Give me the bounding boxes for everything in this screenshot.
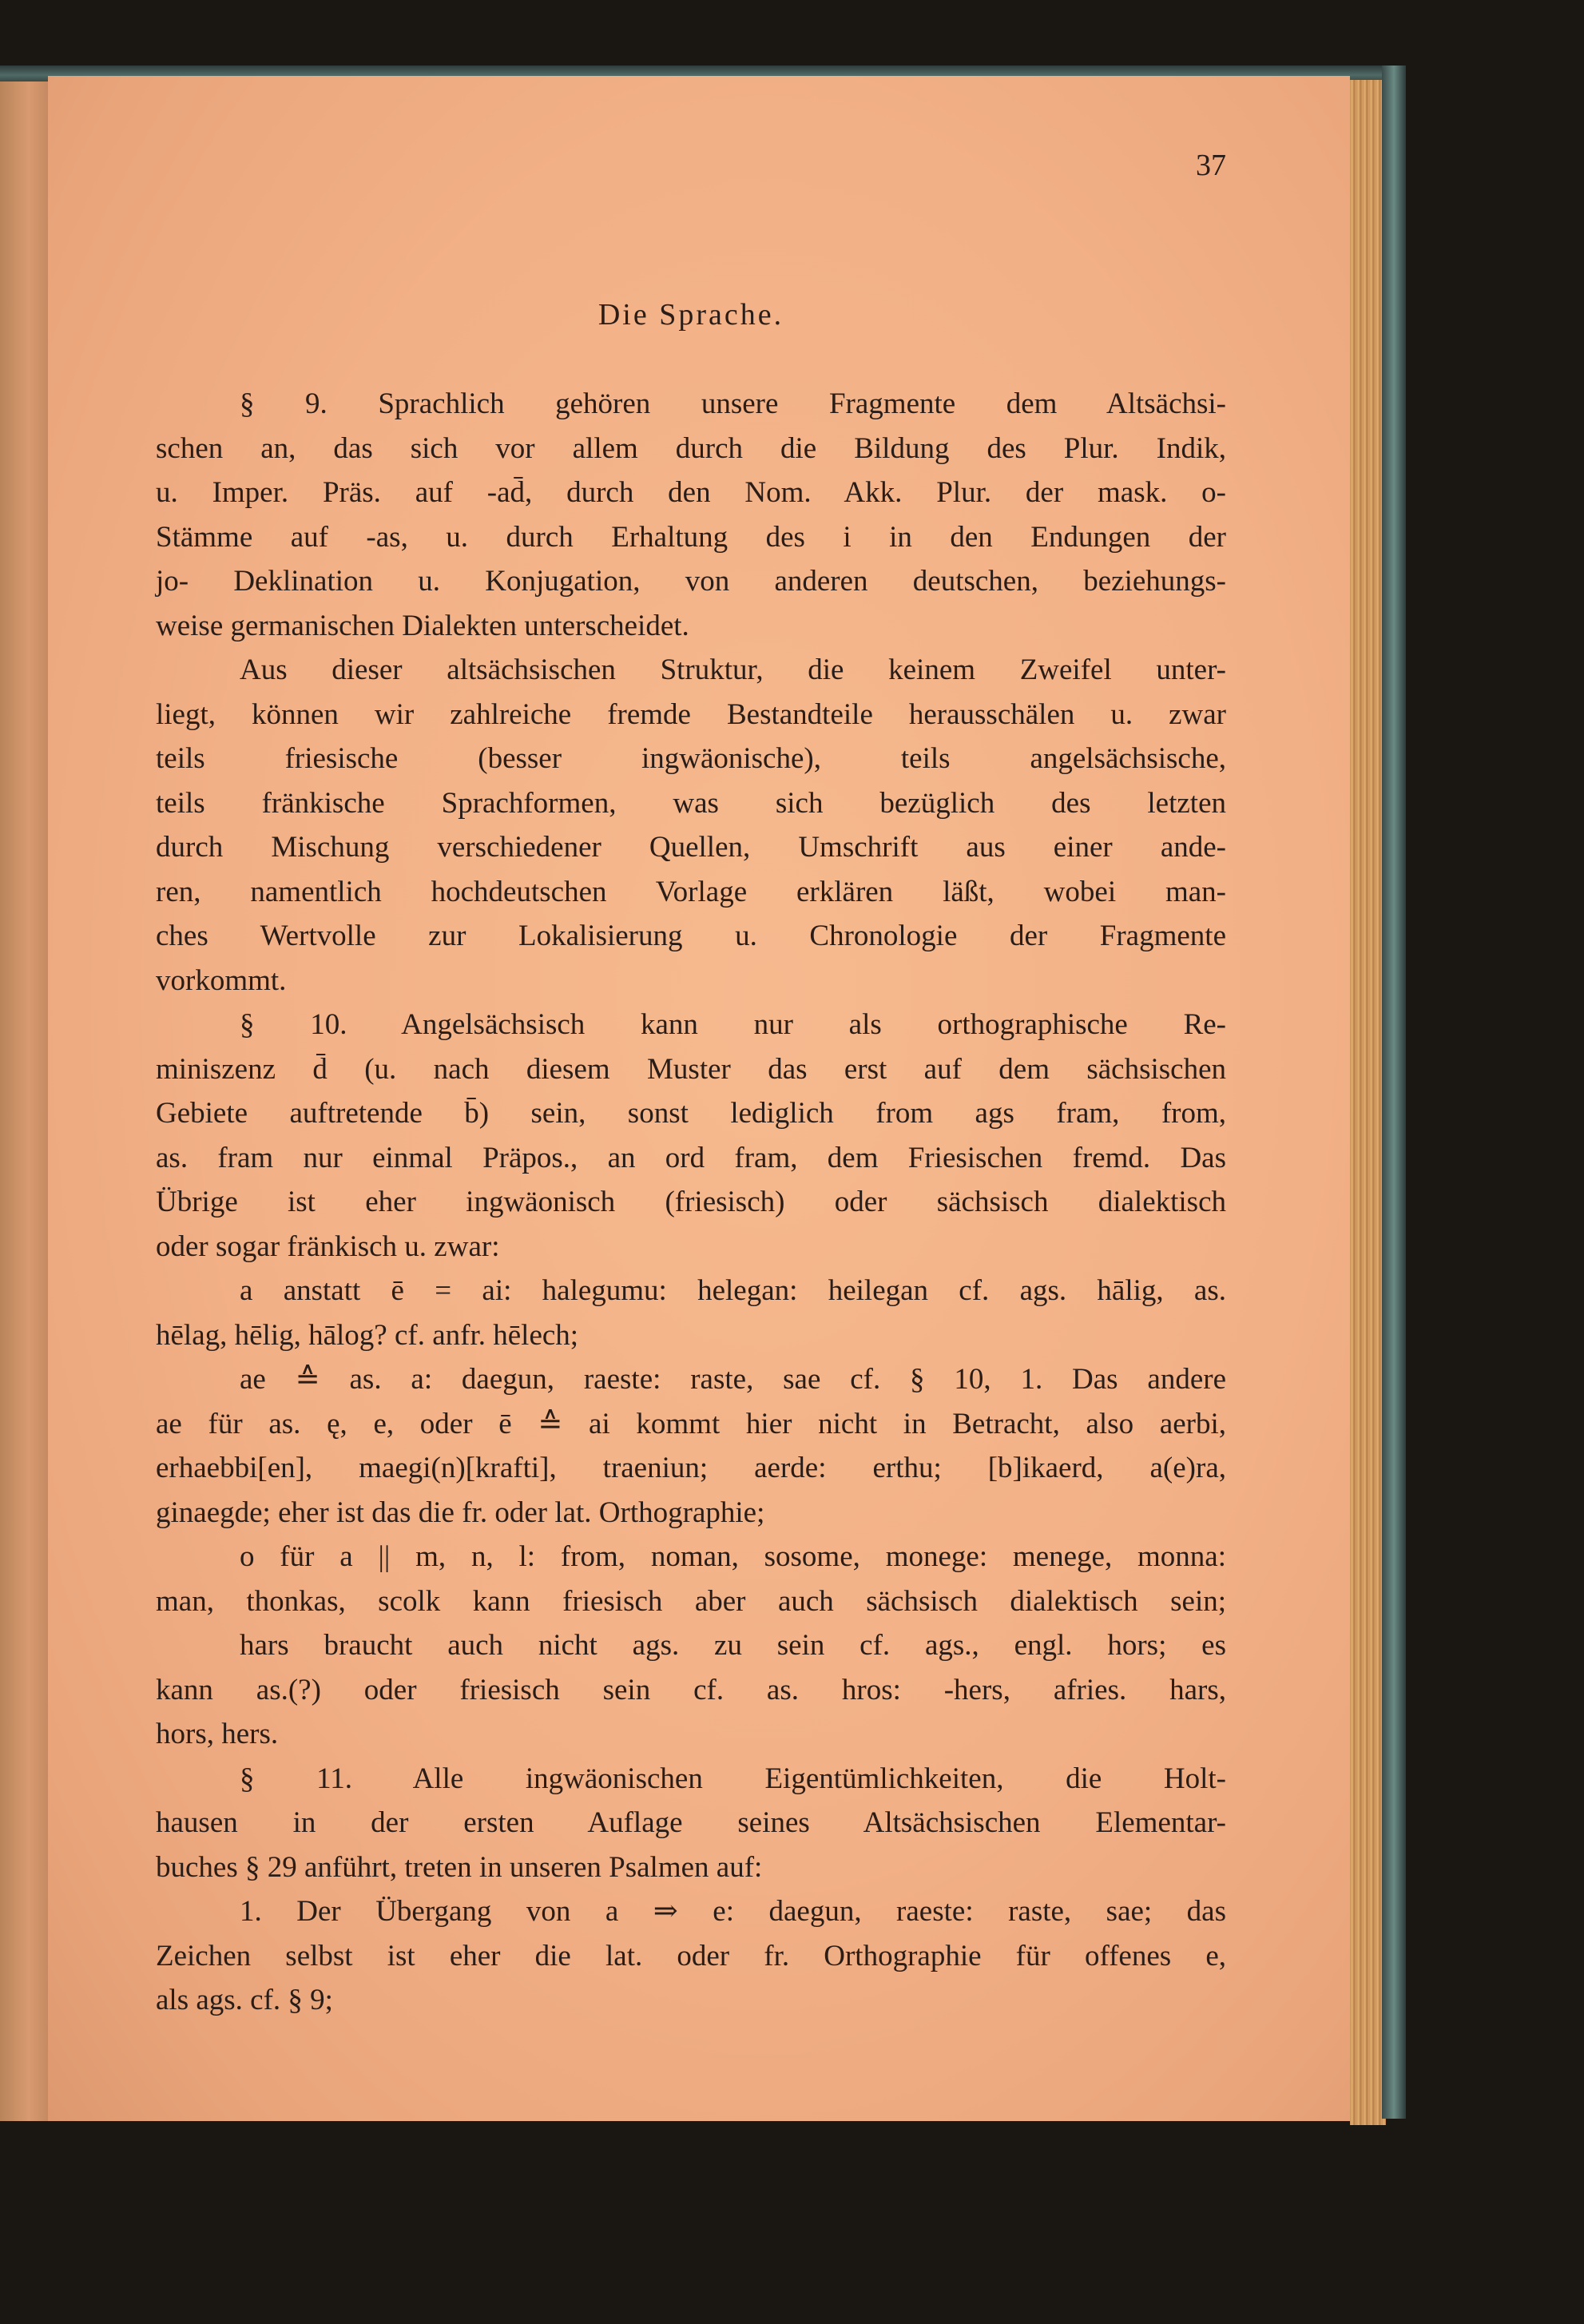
text-line: hors, hers. <box>156 1718 279 1750</box>
text-line: o für a || m, n, l: from, noman, sosome, monege: menege, monna: <box>240 1540 1226 1573</box>
text-line: ae ≙ as. a: daegun, raeste: raste, sae cf. § 10, 1. Das andere <box>240 1363 1226 1396</box>
text-line: hausen in der ersten Auflage seines Altsächsischen Elementar- <box>156 1806 1226 1839</box>
text-line: § 10. Angelsächsisch kann nur als orthographische Re- <box>240 1008 1226 1041</box>
text-line: § 11. Alle ingwäonischen Eigentümlichkeiten, die Holt- <box>240 1762 1226 1795</box>
text-line: as. fram nur einmal Präpos., an ord fram, dem Friesischen fremd. Das <box>156 1141 1226 1174</box>
cover-board-right <box>1382 66 1406 2119</box>
text-line: liegt, können wir zahlreiche fremde Bestandteile herausschälen u. zwar <box>156 697 1226 731</box>
text-line: teils fränkische Sprachformen, was sich bezüglich des letzten <box>156 786 1226 820</box>
text-line: Stämme auf -as, u. durch Erhaltung des i in den Endungen der <box>156 520 1226 554</box>
left-page-edge <box>0 76 48 2121</box>
text-line: kann as.(?) oder friesisch sein cf. as. hros: -hers, afries. hars, <box>156 1673 1226 1706</box>
text-line: Aus dieser altsächsischen Struktur, die keinem Zweifel unter- <box>240 654 1226 686</box>
text-line: ren, namentlich hochdeutschen Vorlage erklären läßt, wobei man- <box>156 875 1226 908</box>
text-line: man, thonkas, scolk kann friesisch aber auch sächsisch dialektisch sein; <box>156 1584 1226 1618</box>
page-number: 37 <box>1196 149 1226 182</box>
text-line: hēlag, hēlig, hālog? cf. anfr. hēlech; <box>156 1318 579 1352</box>
text-line: 1. Der Übergang von a ⇒ e: daegun, raeste: raste, sae; das <box>240 1895 1226 1928</box>
text-line: schen an, das sich vor allem durch die Bildung des Plur. Indik, <box>156 431 1226 465</box>
text-line: ches Wertvolle zur Lokalisierung u. Chronologie der Fragmente <box>156 920 1226 952</box>
running-header: Die Sprache. <box>597 298 784 332</box>
text-line: durch Mischung verschiedener Quellen, Umschrift aus einer ande- <box>156 831 1226 864</box>
text-line: § 9. Sprachlich gehören unsere Fragmente dem Altsächsi- <box>240 387 1226 420</box>
text-line: ginaegde; eher ist das die fr. oder lat. Orthographie; <box>156 1496 765 1529</box>
text-line: weise germanischen Dialekten unterscheidet. <box>156 609 689 642</box>
text-line: miniszenz d̄ (u. nach diesem Muster das erst auf dem sächsischen <box>156 1052 1226 1086</box>
text-line: ae für as. ę, e, oder ē ≙ ai kommt hier nicht in Betracht, also aerbi, <box>156 1407 1226 1440</box>
text-line: a anstatt ē = ai: halegumu: helegan: heilegan cf. ags. hālig, as. <box>240 1274 1226 1307</box>
text-line: Übrige ist eher ingwäonisch (friesisch) oder sächsisch dialektisch <box>156 1186 1226 1218</box>
text-line: als ags. cf. § 9; <box>156 1984 333 2016</box>
text-line: teils friesische (besser ingwäonische), teils angelsächsische, <box>156 742 1226 775</box>
text-line: u. Imper. Präs. auf -ad̄, durch den Nom. Akk. Plur. der mask. o- <box>156 476 1226 509</box>
text-line: jo- Deklination u. Konjugation, von anderen deutschen, beziehungs- <box>156 565 1226 598</box>
text-line: vorkommt. <box>156 963 287 997</box>
page-stack-edge <box>1350 80 1386 2125</box>
page-body <box>156 382 1226 2023</box>
text-line: oder sogar fränkisch u. zwar: <box>156 1230 500 1263</box>
text-line: erhaebbi[en], maegi(n)[krafti], traeniun; aerde: erthu; [b]ikaerd, a(e)ra, <box>156 1452 1226 1484</box>
text-line: Zeichen selbst ist eher die lat. oder fr. Orthographie für offenes e, <box>156 1939 1226 1972</box>
text-line: buches § 29 anführt, treten in unseren Psalmen auf: <box>156 1850 763 1884</box>
text-line: Gebiete auftretende b̄) sein, sonst lediglich from ags fram, from, <box>156 1097 1226 1130</box>
text-line: hars braucht auch nicht ags. zu sein cf. ags., engl. hors; es <box>240 1629 1226 1662</box>
